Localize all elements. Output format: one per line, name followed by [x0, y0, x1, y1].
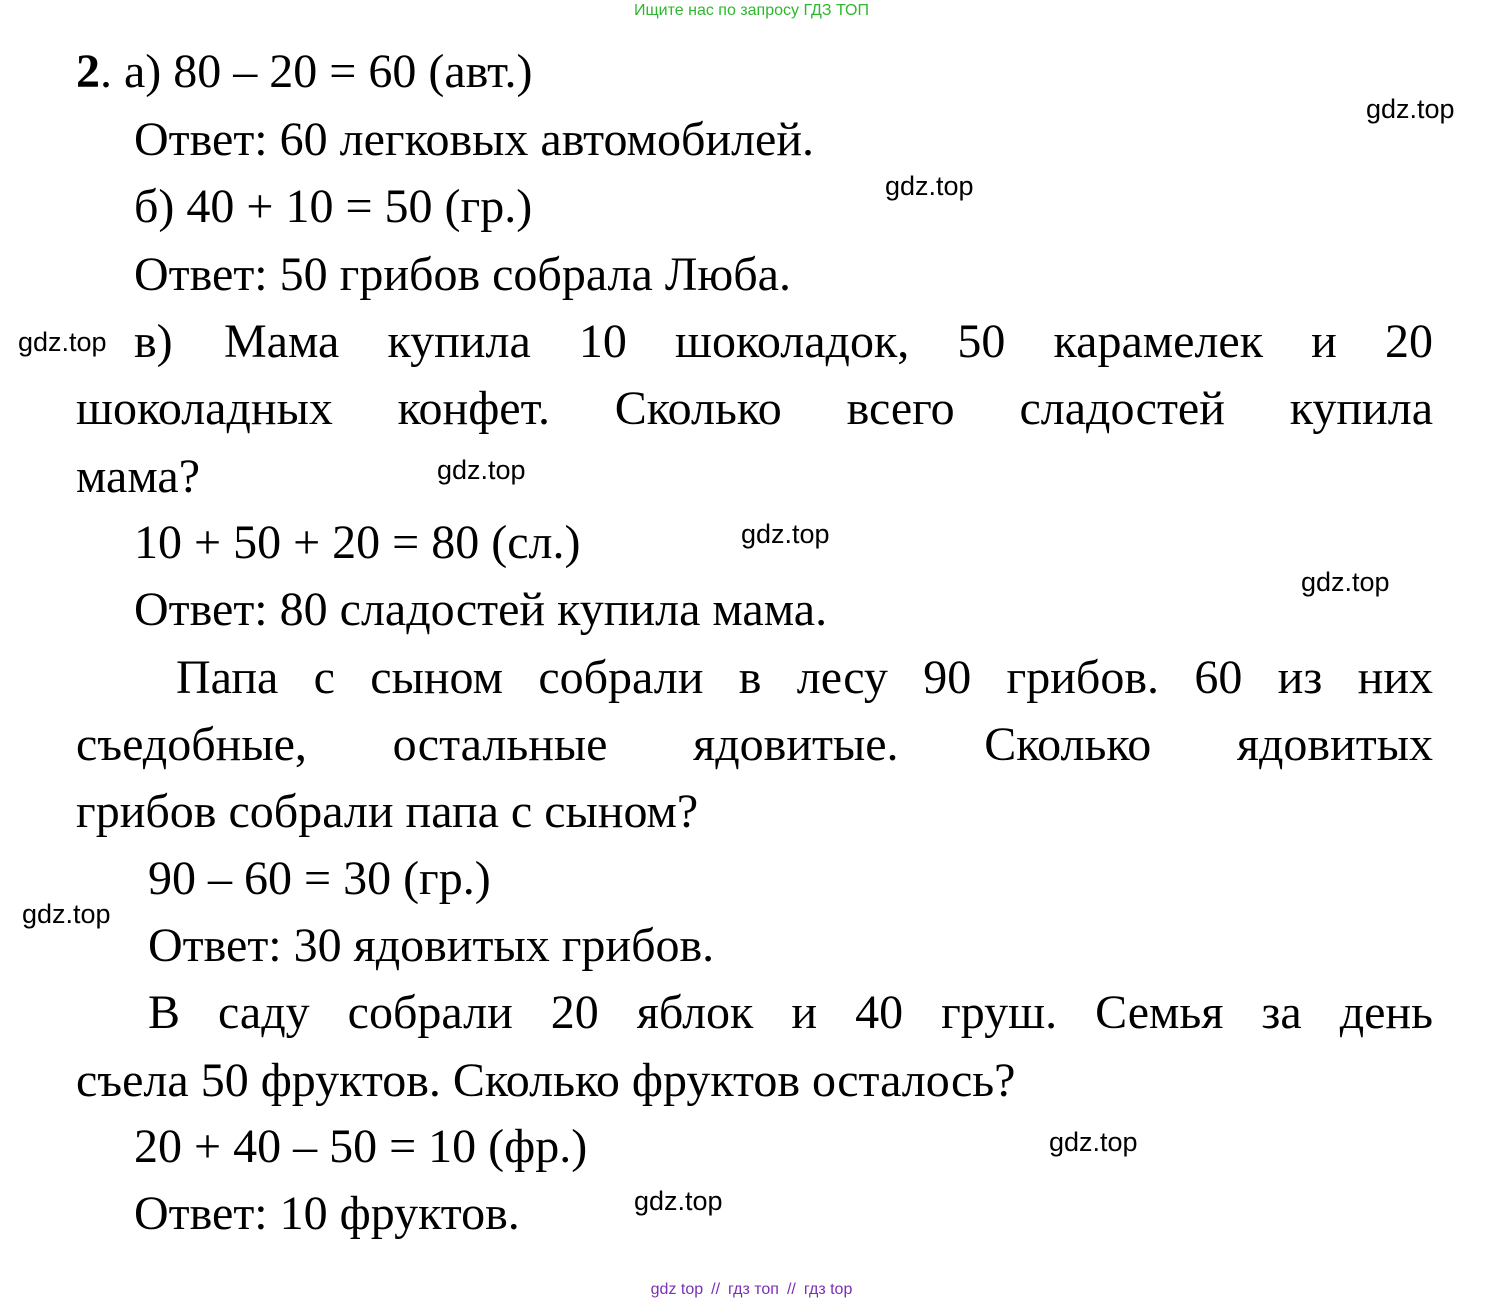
task-a-equation [76, 44, 532, 100]
task-e-line-1: В саду собрали 20 яблок и 40 груш. Семья за день [148, 986, 1433, 1039]
watermark: gdz.top [1366, 94, 1455, 124]
task-c-answer: Ответ: 80 сладостей купила мама. [134, 583, 828, 636]
task-d-line-1: Папа с сыном собрали в лесу 90 грибов. 60 из них [176, 651, 1433, 704]
separator: // [711, 1281, 721, 1298]
task-a-equation-text: . а) 80 – 20 = 60 (авт.) [100, 45, 533, 98]
task-a-answer: Ответ: 60 легковых автомобилей. [134, 113, 815, 166]
task-d-equation: 90 – 60 = 30 (гр.) [148, 852, 491, 905]
task-c-line-1: Мама купила 10 шоколадок, 50 карамелек и 20 [224, 315, 1433, 368]
separator: // [786, 1281, 796, 1298]
task-e-answer: Ответ: 10 фруктов. [134, 1187, 520, 1240]
task-c-label: в) [134, 315, 173, 368]
task-d-line-3: грибов собрали папа с сыном? [76, 785, 699, 838]
watermark: gdz.top [885, 171, 974, 201]
task-c-equation: 10 + 50 + 20 = 80 (сл.) [134, 516, 581, 569]
watermark: gdz.top [22, 899, 111, 929]
task-d-line-2: съедобные, остальные ядовитые. Сколько ядовитых [76, 718, 1433, 771]
watermark: gdz.top [634, 1186, 723, 1216]
watermark: gdz.top [1301, 567, 1390, 597]
task-c-line-2: шоколадных конфет. Сколько всего сладостей купила [76, 382, 1433, 435]
watermark: gdz.top [437, 455, 526, 485]
watermark: gdz.top [741, 519, 830, 549]
bottom-link-gdz-top-mixed[interactable]: гдз top [803, 1281, 853, 1298]
task-d-answer: Ответ: 30 ядовитых грибов. [148, 919, 715, 972]
top-banner[interactable]: Ищите нас по запросу ГДЗ ТОП [634, 2, 869, 19]
bottom-link-gdz-top-ru[interactable]: гдз топ [728, 1281, 779, 1298]
task-b-answer: Ответ: 50 грибов собрала Люба. [134, 248, 791, 301]
task-b-equation: б) 40 + 10 = 50 (гр.) [134, 180, 533, 233]
bottom-link-gdz-top[interactable]: gdz top [650, 1281, 704, 1298]
task-e-equation: 20 + 40 – 50 = 10 (фр.) [134, 1120, 588, 1173]
watermark: gdz.top [1049, 1127, 1138, 1157]
task-c-line-3: мама? [76, 450, 201, 503]
bottom-banner[interactable] [0, 1281, 1503, 1299]
task-number: 2 [76, 45, 100, 98]
task-e-line-2: съела 50 фруктов. Сколько фруктов осталось? [76, 1054, 1016, 1107]
watermark: gdz.top [18, 327, 107, 357]
